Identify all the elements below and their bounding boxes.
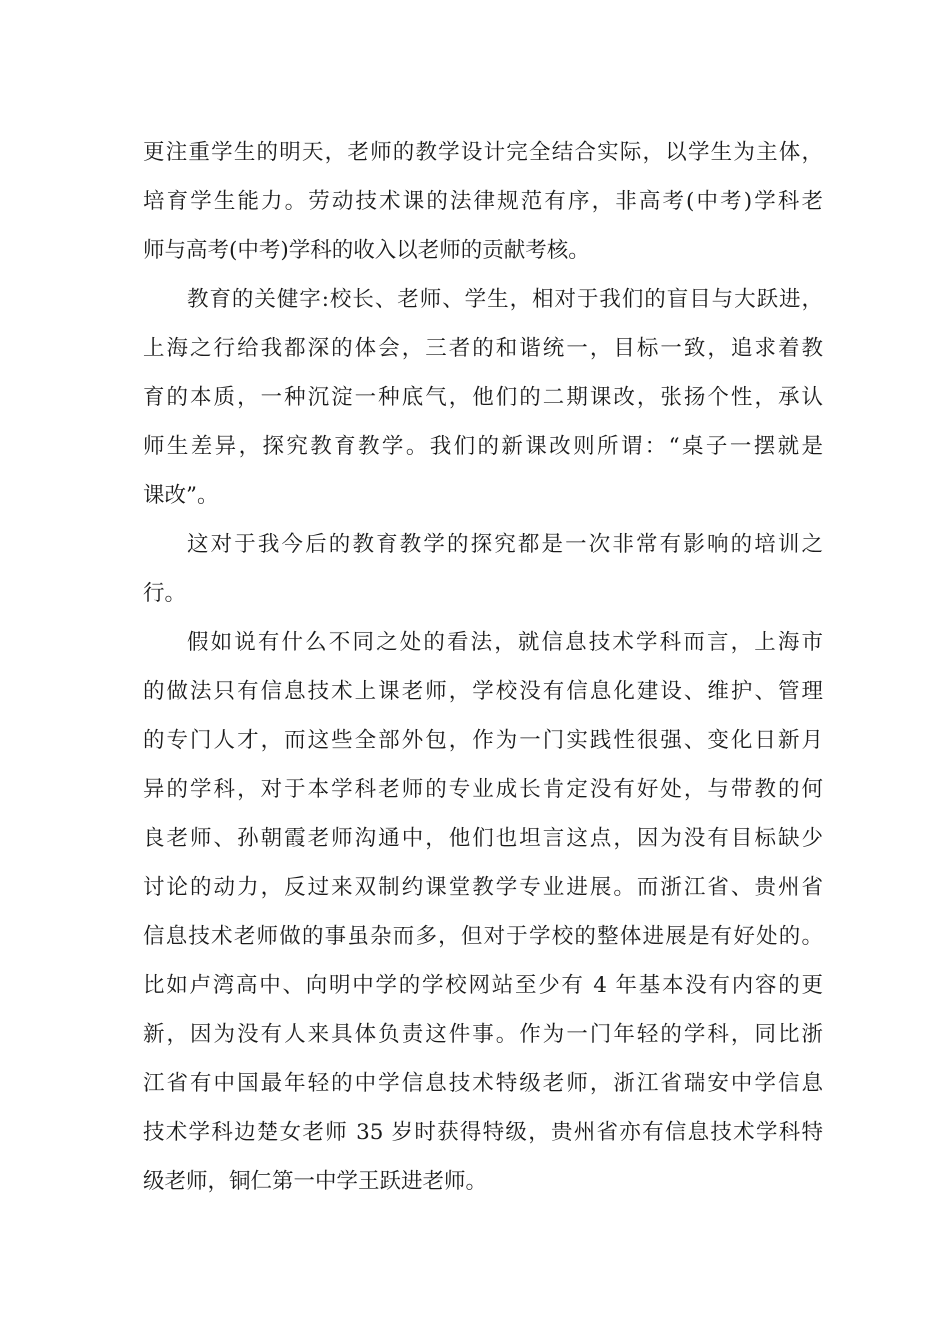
text-line: 新，因为没有人来具体负责这件事。作为一门年轻的学科，同比浙 — [143, 1022, 823, 1047]
text-line: 师生差异，探究教育教学。我们的新课改则所谓：“桌子一摆就是 — [143, 434, 823, 459]
text-line: 教育的关健字:校长、老师、学生，相对于我们的盲目与大跃进， — [187, 287, 823, 312]
text-line: 行。 — [143, 581, 187, 606]
text-line: 信息技术老师做的事虽杂而多，但对于学校的整体进展是有好处的。 — [143, 924, 823, 949]
text-line: 育的本质，一种沉淀一种底气，他们的二期课改，张扬个性，承认 — [143, 385, 823, 410]
text-line: 良老师、孙朝霞老师沟通中，他们也坦言这点，因为没有目标缺少 — [143, 826, 823, 851]
text-line: 更注重学生的明天，老师的教学设计完全结合实际，以学生为主体， — [143, 140, 823, 165]
text-line: 的专门人才，而这些全部外包，作为一门实践性很强、变化日新月 — [143, 728, 823, 753]
text-line: 培育学生能力。劳动技术课的法律规范有序，非高考(中考)学科老 — [143, 189, 823, 214]
document-body — [143, 128, 823, 1206]
text-line: 技术学科边楚女老师 35 岁时获得特级，贵州省亦有信息技术学科特 — [143, 1120, 823, 1145]
text-line: 级老师，铜仁第一中学王跃进老师。 — [143, 1169, 488, 1194]
text-line: 异的学科，对于本学科老师的专业成长肯定没有好处，与带教的何 — [143, 777, 823, 802]
text-line: 课改”。 — [143, 483, 219, 508]
text-line: 上海之行给我都深的体会，三者的和谐统一，目标一致，追求着教 — [143, 336, 823, 361]
text-line: 江省有中国最年轻的中学信息技术特级老师，浙江省瑞安中学信息 — [143, 1071, 823, 1096]
text-line: 的做法只有信息技术上课老师，学校没有信息化建设、维护、管理 — [143, 679, 823, 704]
text-line: 讨论的动力，反过来双制约课堂教学专业进展。而浙江省、贵州省 — [143, 875, 823, 900]
text-line: 比如卢湾高中、向明中学的学校网站至少有 4 年基本没有内容的更 — [143, 973, 823, 998]
text-line: 假如说有什么不同之处的看法，就信息技术学科而言，上海市 — [187, 630, 823, 655]
text-line: 师与高考(中考)学科的收入以老师的贡献考核。 — [143, 238, 590, 263]
text-line: 这对于我今后的教育教学的探究都是一次非常有影响的培训之 — [187, 532, 823, 557]
